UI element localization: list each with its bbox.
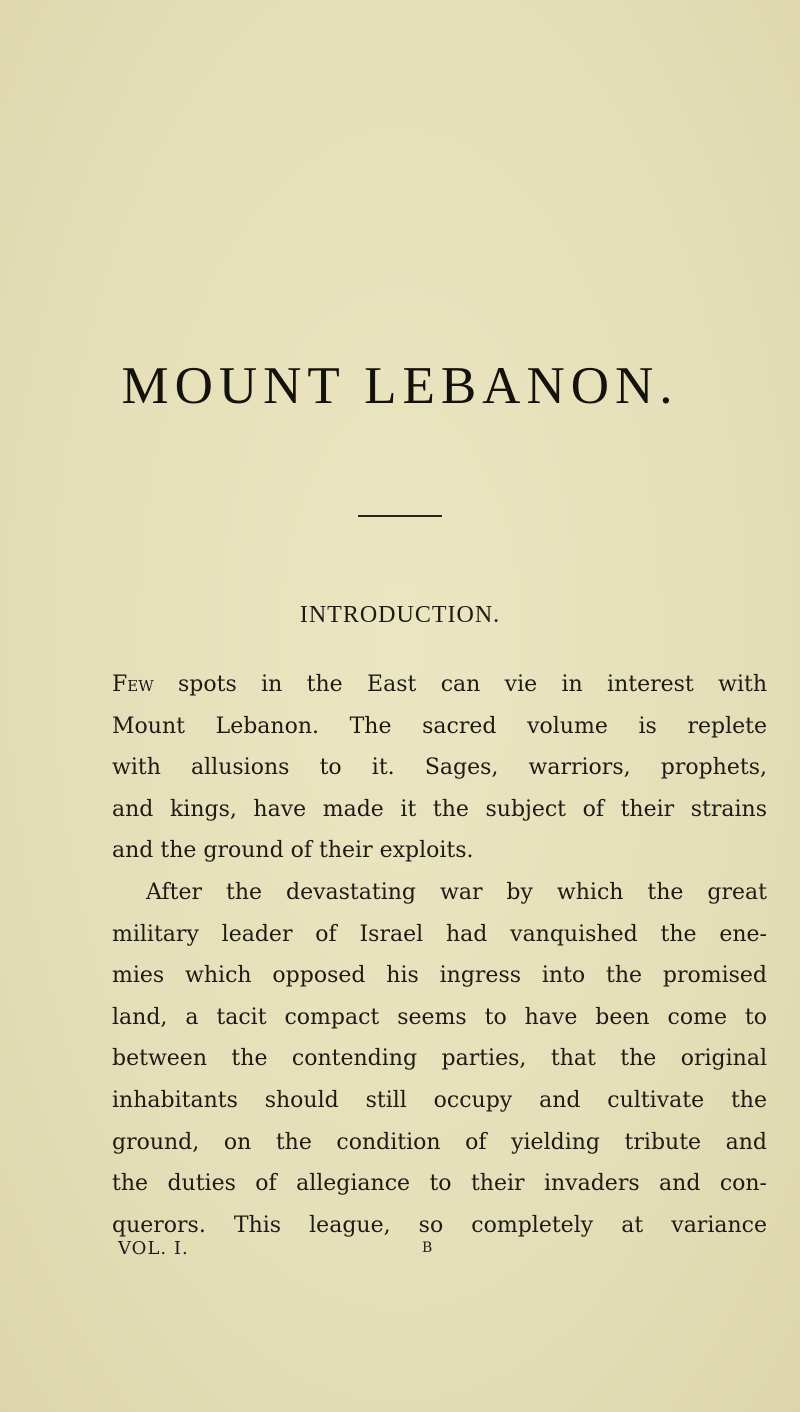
text-line: the duties of allegiance to their invaders and con-: [112, 1171, 767, 1197]
text-line: and the ground of their exploits.: [112, 838, 474, 864]
drop-word: Few: [112, 672, 154, 697]
text-line: between the contending parties, that the original: [112, 1046, 767, 1072]
text-line: After the devastating war by which the great: [146, 879, 767, 905]
text-line: inhabitants should still occupy and cultivate the: [112, 1087, 767, 1113]
section-heading: INTRODUCTION.: [299, 602, 501, 628]
text-line: mies which opposed his ingress into the promised: [112, 963, 767, 989]
text-line: land, a tacit compact seems to have been come to: [112, 1004, 767, 1030]
text-line: Few spots in the East can vie in interest with: [112, 672, 768, 697]
text-line: military leader of Israel had vanquished the ene-: [112, 921, 767, 947]
signature-mark: B: [422, 1240, 433, 1256]
text-line: ground, on the condition of yielding tribute and: [112, 1129, 767, 1155]
body-text: [112, 664, 767, 1246]
text-line: and kings, have made it the subject of their strains: [112, 796, 767, 822]
page-title: MOUNT LEBANON.: [121, 357, 679, 415]
title-divider: [358, 515, 442, 517]
text-line: with allusions to it. Sages, warriors, prophets,: [112, 755, 767, 781]
text-line: querors. This league, so completely at variance: [112, 1212, 767, 1238]
volume-label: VOL. I.: [118, 1238, 189, 1259]
text-line: Mount Lebanon. The sacred volume is replete: [112, 713, 767, 739]
page-footer: [118, 1238, 618, 1278]
